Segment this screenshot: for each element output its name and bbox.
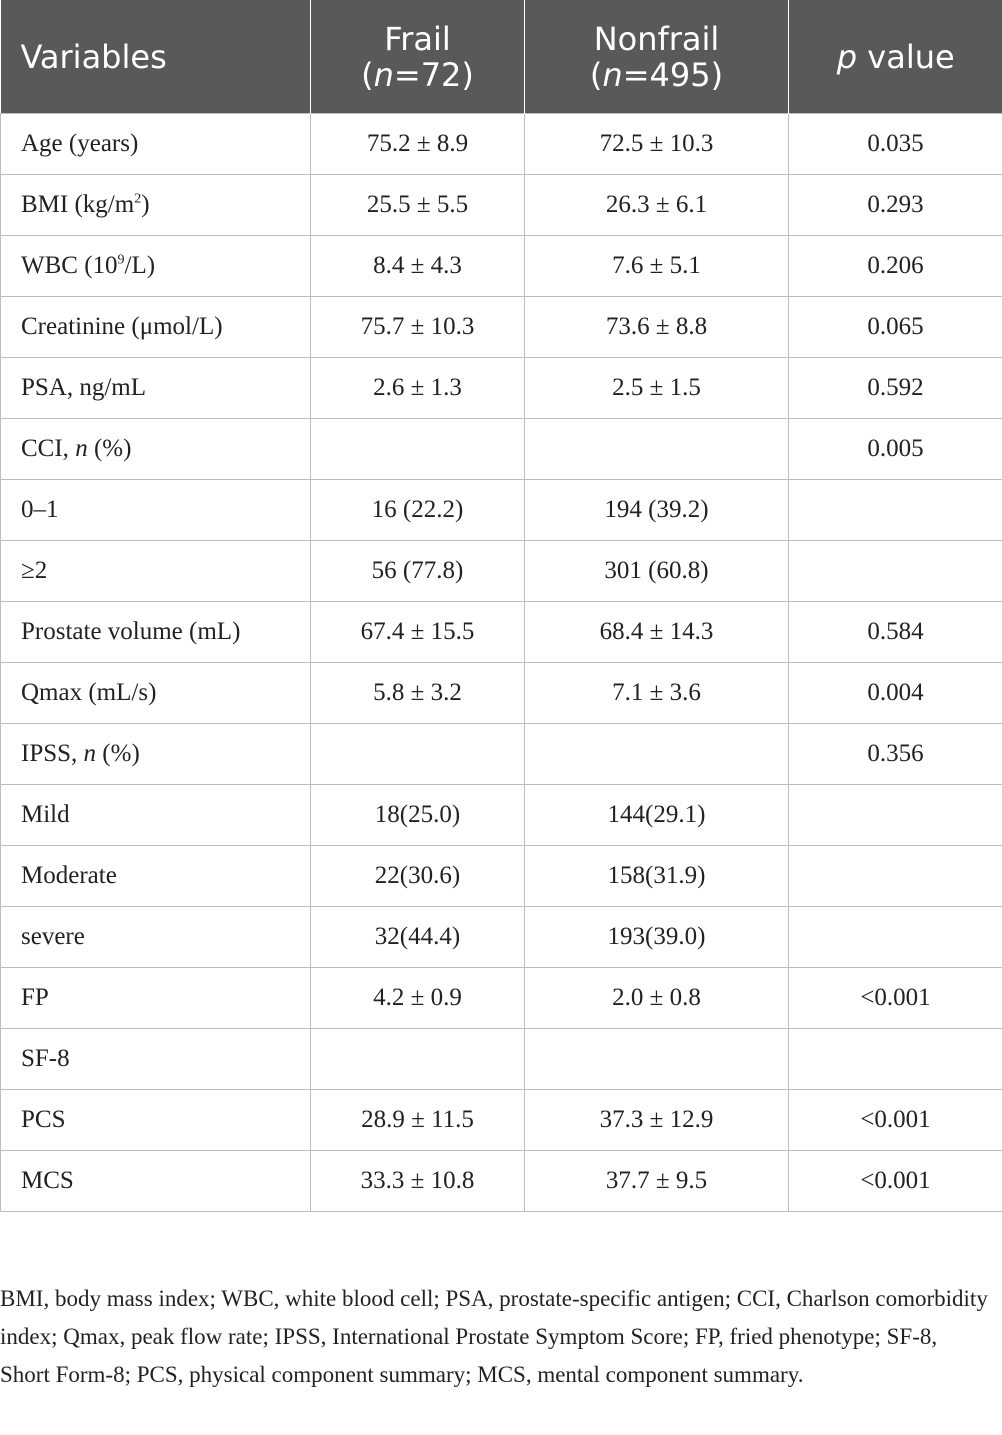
nonfrail-value-cell: 193(39.0) [525,907,789,968]
table-row [1,785,1002,846]
frail-value-cell: 16 (22.2) [311,480,525,541]
frail-value-cell: 18(25.0) [311,785,525,846]
frail-value-cell: 56 (77.8) [311,541,525,602]
header-frail: Frail (n=72) [311,0,525,114]
p-value-cell [789,846,1002,907]
nonfrail-value-cell: 194 (39.2) [525,480,789,541]
table-row [1,541,1002,602]
nonfrail-value-cell: 2.5 ± 1.5 [525,358,789,419]
table-row [1,663,1002,724]
variable-cell: Age (years) [1,114,311,175]
p-value-cell: 0.004 [789,663,1002,724]
table-row [1,358,1002,419]
header-p-value: p value [789,0,1002,114]
nonfrail-value-cell: 301 (60.8) [525,541,789,602]
nonfrail-value-cell [525,1029,789,1090]
p-value-cell: 0.293 [789,175,1002,236]
table-row [1,236,1002,297]
p-value-cell: 0.035 [789,114,1002,175]
frail-value-cell: 75.2 ± 8.9 [311,114,525,175]
frail-value-cell: 75.7 ± 10.3 [311,297,525,358]
nonfrail-value-cell: 7.1 ± 3.6 [525,663,789,724]
table-row [1,846,1002,907]
nonfrail-value-cell: 7.6 ± 5.1 [525,236,789,297]
variable-cell: IPSS, n (%) [1,724,311,785]
nonfrail-value-cell: 2.0 ± 0.8 [525,968,789,1029]
p-value-cell [789,480,1002,541]
nonfrail-value-cell: 73.6 ± 8.8 [525,297,789,358]
p-value-cell: <0.001 [789,1151,1002,1212]
p-value-cell [789,541,1002,602]
header-variables: Variables [1,0,311,114]
nonfrail-value-cell: 72.5 ± 10.3 [525,114,789,175]
p-value-cell [789,907,1002,968]
frail-value-cell: 8.4 ± 4.3 [311,236,525,297]
table-header-row [1,0,1002,114]
nonfrail-value-cell: 68.4 ± 14.3 [525,602,789,663]
table-row [1,419,1002,480]
table-body [1,114,1002,1212]
frail-value-cell: 28.9 ± 11.5 [311,1090,525,1151]
nonfrail-value-cell: 144(29.1) [525,785,789,846]
frail-value-cell: 25.5 ± 5.5 [311,175,525,236]
table-row [1,175,1002,236]
nonfrail-value-cell: 37.7 ± 9.5 [525,1151,789,1212]
variable-cell: MCS [1,1151,311,1212]
frail-value-cell [311,1029,525,1090]
nonfrail-value-cell: 26.3 ± 6.1 [525,175,789,236]
nonfrail-value-cell: 158(31.9) [525,846,789,907]
table-row [1,602,1002,663]
table-row [1,724,1002,785]
header-nonfrail: Nonfrail (n=495) [525,0,789,114]
variable-cell: Creatinine (μmol/L) [1,297,311,358]
p-value-cell: 0.584 [789,602,1002,663]
variable-cell: Moderate [1,846,311,907]
p-value-cell: 0.005 [789,419,1002,480]
variable-cell: ≥2 [1,541,311,602]
frail-value-cell: 67.4 ± 15.5 [311,602,525,663]
variable-cell: 0–1 [1,480,311,541]
nonfrail-value-cell: 37.3 ± 12.9 [525,1090,789,1151]
p-value-cell: 0.065 [789,297,1002,358]
variable-cell: PSA, ng/mL [1,358,311,419]
table-footnote: BMI, body mass index; WBC, white blood cell; PSA, prostate-specific antigen; CCI, Charlson comorbidity index; Qmax, peak flow rate; IPSS, International Prostate Symptom Score; FP, fried phenotype; SF-8, Short Form-8; PCS, physical component summary; MCS, mental component summary. [0,1286,988,1387]
table-row [1,114,1002,175]
table-row [1,480,1002,541]
p-value-cell [789,1029,1002,1090]
p-value-cell: <0.001 [789,968,1002,1029]
frail-value-cell: 22(30.6) [311,846,525,907]
p-value-cell: <0.001 [789,1090,1002,1151]
nonfrail-value-cell [525,724,789,785]
p-value-cell: 0.206 [789,236,1002,297]
frail-value-cell: 33.3 ± 10.8 [311,1151,525,1212]
nonfrail-value-cell [525,419,789,480]
variable-cell: WBC $(10^9/L)$ [1,236,311,297]
variable-cell: SF-8 [1,1029,311,1090]
p-value-cell: 0.356 [789,724,1002,785]
frail-value-cell [311,724,525,785]
table-row [1,297,1002,358]
variable-cell: Prostate volume (mL) [1,602,311,663]
table-row [1,1090,1002,1151]
variable-cell: PCS [1,1090,311,1151]
variable-cell: Mild [1,785,311,846]
frail-value-cell: 2.6 ± 1.3 [311,358,525,419]
table-row [1,968,1002,1029]
table-row [1,1151,1002,1212]
frail-value-cell [311,419,525,480]
variable-cell: severe [1,907,311,968]
variable-cell: BMI $(kg/m^2)$ [1,175,311,236]
variable-cell: FP [1,968,311,1029]
p-value-cell: 0.592 [789,358,1002,419]
p-value-cell [789,785,1002,846]
frail-value-cell: 32(44.4) [311,907,525,968]
frail-value-cell: 5.8 ± 3.2 [311,663,525,724]
table-row [1,1029,1002,1090]
variable-cell: CCI, n (%) [1,419,311,480]
table-row [1,907,1002,968]
frail-value-cell: 4.2 ± 0.9 [311,968,525,1029]
variable-cell: Qmax (mL/s) [1,663,311,724]
